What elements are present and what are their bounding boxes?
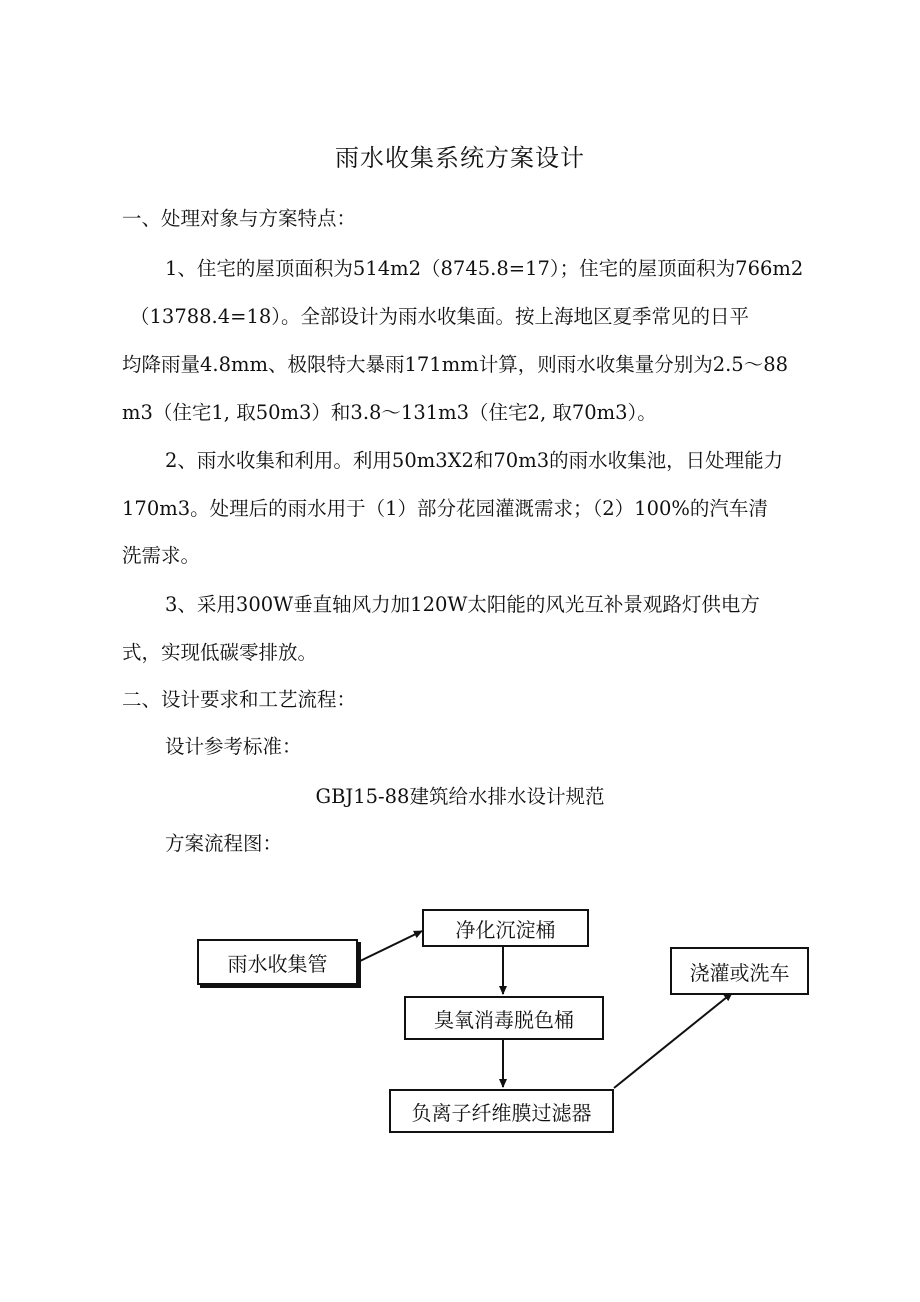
- arrow-collect-to-settling: [358, 931, 422, 962]
- paragraph3-line2: 式，实现低碳零排放。: [122, 641, 318, 664]
- reference-standard: GBJ15-88建筑给水排水设计规范: [315, 785, 605, 808]
- flowchart-label: 方案流程图：: [165, 832, 283, 855]
- box-membrane-filter: 负离子纤维膜过滤器: [389, 1089, 614, 1133]
- paragraph2-line1: 2、雨水收集和利用。利用50m3X2和70m3的雨水收集池，日处理能力: [165, 449, 784, 472]
- paragraph1-line1: 1、住宅的屋顶面积为514m2（8745.8=17）；住宅的屋顶面积为766m2: [165, 257, 804, 280]
- arrow-filter-to-irrigation: [614, 993, 732, 1088]
- box-irrigation-or-car-wash: 浇灌或洗车: [670, 947, 809, 995]
- paragraph3-line1: 3、采用300W垂直轴风力加120W太阳能的风光互补景观路灯供电方: [165, 593, 760, 616]
- paragraph1-line3: 均降雨量4.8mm、极限特大暴雨171mm计算，则雨水收集量分别为2.5～88: [122, 353, 789, 376]
- paragraph2-line2: 170m3。处理后的雨水用于（1）部分花园灌溉需求；（2）100%的汽车清: [122, 497, 768, 520]
- reference-label: 设计参考标准：: [165, 735, 302, 758]
- paragraph1-line2: （13788.4=18）。全部设计为雨水收集面。按上海地区夏季常见的日平: [130, 305, 750, 328]
- paragraph1-line4: m3（住宅1, 取50m3）和3.8～131m3（住宅2, 取70m3）。: [122, 401, 657, 424]
- box-ozone-disinfection-tank: 臭氧消毒脱色桶: [404, 996, 604, 1040]
- page-title: 雨水收集系统方案设计: [335, 144, 585, 172]
- box-settling-tank: 净化沉淀桶: [422, 909, 589, 947]
- section1-heading: 一、处理对象与方案特点：: [122, 207, 357, 230]
- box-rain-collection-pipe: 雨水收集管: [197, 939, 358, 985]
- paragraph2-line3: 洗需求。: [122, 544, 201, 567]
- section2-heading: 二、设计要求和工艺流程：: [122, 688, 357, 711]
